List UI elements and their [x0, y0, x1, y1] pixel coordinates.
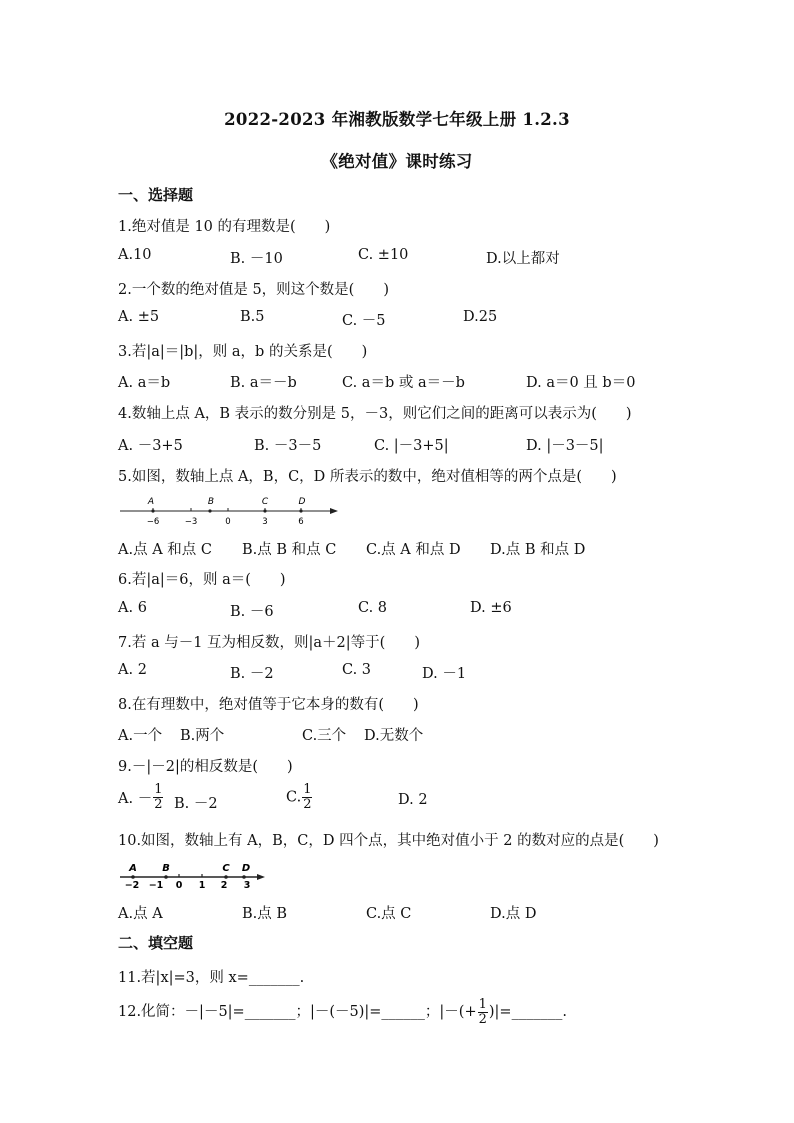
question-10-option-b: B.点 B: [242, 906, 288, 922]
question-10-point-label-c: C: [222, 863, 230, 874]
question-9-option-c: [286, 783, 313, 812]
question-9-options: [118, 783, 718, 823]
question-9-option-a-prefix: A. －: [118, 791, 153, 807]
question-3-options: [118, 371, 718, 393]
question-6-option-d: D. ±6: [470, 600, 512, 616]
section-heading-fill-blank: 二、填空题: [118, 934, 194, 952]
question-11-stem: 11.若|x|=3，则 x=_______.: [118, 970, 305, 986]
question-5-option-d: D.点 B 和点 D: [490, 542, 586, 558]
question-7-option-a: A. 2: [118, 662, 147, 678]
question-6-option-a: A. 6: [118, 600, 147, 616]
question-10-stem: 10.如图，数轴上有 A，B，C，D 四个点，其中绝对值小于 2 的数对应的点是( ): [118, 833, 659, 849]
question-1-stem: 1.绝对值是 10 的有理数是( ): [118, 219, 331, 235]
question-3-option-b: B. a＝－b: [230, 375, 297, 391]
fraction-numerator: 1: [303, 782, 312, 797]
question-8-option-a: A.一个: [118, 728, 163, 744]
question-12-part-2: )|=_______.: [488, 1004, 567, 1020]
question-10-tick-label: −2: [124, 880, 140, 890]
question-10-tick-label: −1: [148, 880, 164, 890]
question-3-option-d: D. a＝0 且 b＝0: [526, 375, 636, 391]
question-7-option-b: B. －2: [230, 666, 274, 682]
question-9-stem: 9.－|－2|的相反数是( ): [118, 759, 293, 775]
question-5-tick-label: 6: [298, 517, 304, 527]
question-4-option-c: C. |－3+5|: [374, 438, 449, 454]
question-4-option-d: D. |－3－5|: [526, 438, 604, 454]
question-7-stem: 7.若 a 与－1 互为相反数，则|a＋2|等于( ): [118, 635, 420, 651]
question-10-option-d: D.点 D: [490, 906, 537, 922]
question-9-option-d: D. 2: [398, 792, 428, 808]
question-9-option-a-fraction: [153, 783, 163, 812]
question-5-option-c: C.点 A 和点 D: [366, 542, 461, 558]
question-10-point-label-b: B: [162, 863, 170, 874]
question-2-option-c: C. －5: [342, 313, 386, 329]
question-5-point-label-c: C: [261, 497, 269, 507]
question-7-options: [118, 662, 718, 684]
question-6-option-c: C. 8: [358, 600, 388, 616]
question-10-number-line: [118, 858, 274, 890]
question-3-stem: 3.若|a|＝|b|，则 a，b 的关系是( ): [118, 344, 368, 360]
question-5-option-a: A.点 A 和点 C: [118, 542, 212, 558]
question-2-option-a: A. ±5: [118, 309, 160, 325]
question-5-tick-label: 0: [225, 517, 231, 527]
question-4-options: [118, 434, 718, 456]
question-12-part-1: 12.化简：－|－5|=_______；|－(－5)|=______；|－(+: [118, 1004, 477, 1020]
question-8-option-b: B.两个: [180, 728, 225, 744]
question-5-option-b: B.点 B 和点 C: [242, 542, 337, 558]
question-8-stem: 8.在有理数中，绝对值等于它本身的数有( ): [118, 697, 419, 713]
question-4-stem: 4.数轴上点 A，B 表示的数分别是 5，－3，则它们之间的距离可以表示为( ): [118, 406, 632, 422]
question-5-point-label-d: D: [298, 497, 306, 507]
question-1-options: [118, 247, 718, 269]
question-7-option-c: C. 3: [342, 662, 372, 678]
question-10-tick-label: 1: [198, 880, 206, 890]
question-9-option-c-prefix: C.: [286, 789, 302, 806]
question-9-option-a: [118, 783, 164, 812]
fraction-denominator: 2: [154, 797, 163, 812]
question-7-option-d: D. －1: [422, 666, 467, 682]
question-10-tick-label: 3: [243, 880, 251, 890]
question-12-fraction: [478, 998, 488, 1027]
question-4-option-a: A. －3+5: [118, 438, 183, 454]
question-5-options: [118, 538, 718, 560]
title-line-1: 2022-2023 年湘教版数学七年级上册 1.2.3: [224, 110, 570, 129]
question-1-option-a: A.10: [118, 247, 152, 263]
title-line-2: 《绝对值》课时练习: [321, 152, 473, 171]
question-2-options: [118, 309, 718, 331]
question-8-option-d: D.无数个: [364, 728, 424, 744]
question-5-tick-label: −6: [146, 517, 160, 527]
question-4-option-b: B. －3－5: [254, 438, 322, 454]
question-10-tick-label: 2: [220, 880, 228, 890]
question-2-stem: 2.一个数的绝对值是 5，则这个数是( ): [118, 282, 389, 298]
question-10-point-label-d: D: [241, 863, 251, 874]
question-9-option-c-fraction: [302, 783, 312, 812]
question-2-option-d: D.25: [463, 309, 498, 325]
question-5-tick-label: 3: [262, 517, 268, 527]
question-1-option-d: D.以上都对: [486, 251, 560, 267]
question-10-option-c: C.点 C: [366, 906, 412, 922]
question-6-options: [118, 600, 718, 622]
question-9-option-b: B. －2: [174, 796, 218, 812]
fraction-numerator: 1: [154, 782, 163, 797]
question-10-point-label-a: A: [129, 863, 137, 874]
question-10-option-a: A.点 A: [118, 906, 163, 922]
question-2-option-b: B.5: [240, 309, 265, 325]
question-5-stem: 5.如图，数轴上点 A，B，C，D 所表示的数中，绝对值相等的两个点是( ): [118, 469, 617, 485]
question-12-stem: [118, 992, 567, 1032]
question-3-option-a: A. a＝b: [118, 375, 171, 391]
fraction-numerator: 1: [478, 996, 487, 1012]
section-heading-choice: 一、选择题: [118, 186, 194, 204]
question-6-option-b: B. －6: [230, 604, 274, 620]
question-10-options: [118, 902, 718, 924]
fraction-denominator: 2: [478, 1011, 487, 1027]
question-1-option-c: C. ±10: [358, 247, 409, 263]
question-5-number-line: [118, 494, 348, 530]
question-10-tick-label: 0: [175, 880, 183, 890]
question-6-stem: 6.若|a|＝6，则 a＝( ): [118, 572, 286, 588]
question-5-point-label-b: B: [207, 497, 215, 507]
question-5-tick-label: −3: [184, 517, 198, 527]
question-3-option-c: C. a＝b 或 a＝－b: [342, 375, 465, 391]
question-5-point-label-a: A: [147, 497, 155, 507]
question-8-option-c: C.三个: [302, 728, 347, 744]
question-8-options: [118, 724, 718, 746]
question-1-option-b: B. －10: [230, 251, 283, 267]
fraction-denominator: 2: [303, 797, 312, 812]
